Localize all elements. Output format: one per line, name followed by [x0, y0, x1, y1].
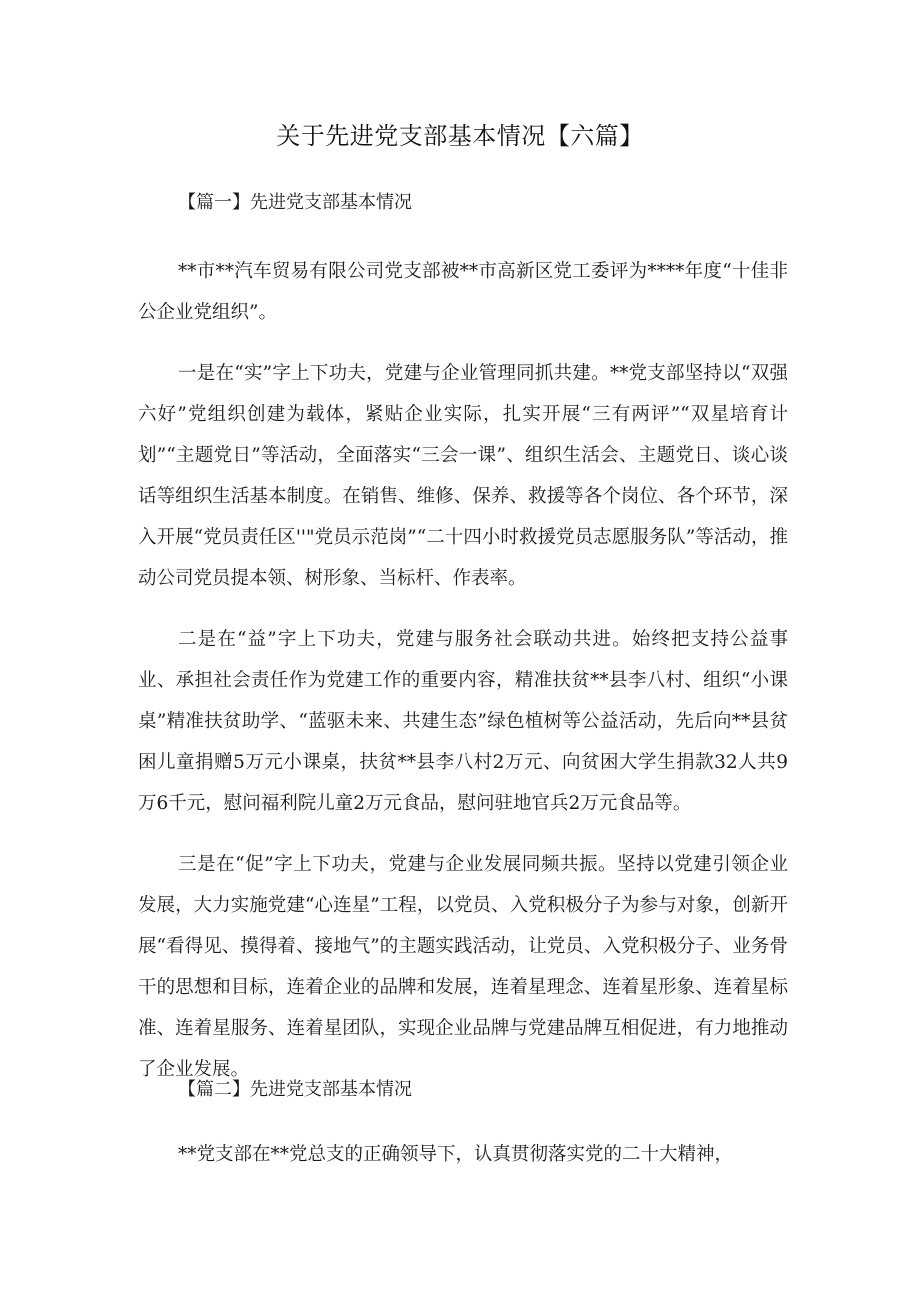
document-title: 关于先进党支部基本情况【六篇】	[276, 122, 644, 150]
paragraph-1-3: 二是在“益”字上下功夫，党建与服务社会联动共进。始终把支持公益事业、承担社会责任作为党建工作的重要内容，精准扶贫**县李八村、组织“小课桌”精准扶贫助学、“蓝驱未来、共建生态”绿色植树等公益活动，先后向**县贫困儿童捐赠5万元小课桌，扶贫**县李八村2万元、向贫困大学生捐款32人共9万6千元，慰问福利院儿童2万元食品，慰问驻地官兵2万元食品等。	[138, 629, 788, 814]
paragraph-1-1: **市**汽车贸易有限公司党支部被**市高新区党工委评为****年度“十佳非公企业党组织”。	[138, 261, 788, 323]
paragraph-1-4: 三是在“促”字上下功夫，党建与企业发展同频共振。坚持以党建引领企业发展，大力实施党建“心连星”工程，以党员、入党积极分子为参与对象，创新开展“看得见、摸得着、接地气”的主题实践活动，让党员、入党积极分子、业务骨干的思想和目标，连着企业的品牌和发展，连着星理念、连着星形象、连着星标准、连着星服务、连着星团队，实现企业品牌与党建品牌互相促进，有力地推动了企业发展。	[138, 854, 788, 1080]
paragraph-1-2: 一是在“实”字上下功夫，党建与企业管理同抓共建。**党支部坚持以“双强六好”党组织创建为载体，紧贴企业实际，扎实开展“三有两评”“双星培育计划”“主题党日”等活动，全面落实“三会一课”、组织生活会、主题党日、谈心谈话等组织生活基本制度。在销售、维修、保养、救援等各个岗位、各个环节，深入开展“党员责任区''"党员示范岗”“二十四小时救援党员志愿服务队”等活动，推动公司党员提本领、树形象、当标杆、作表率。	[138, 363, 788, 589]
paragraph-2-1: **党支部在**党总支的正确领导下，认真贯彻落实党的二十大精神，	[178, 1144, 734, 1165]
section-heading-1: 【篇一】先进党支部基本情况	[178, 192, 412, 213]
section-heading-2: 【篇二】先进党支部基本情况	[178, 1079, 412, 1100]
